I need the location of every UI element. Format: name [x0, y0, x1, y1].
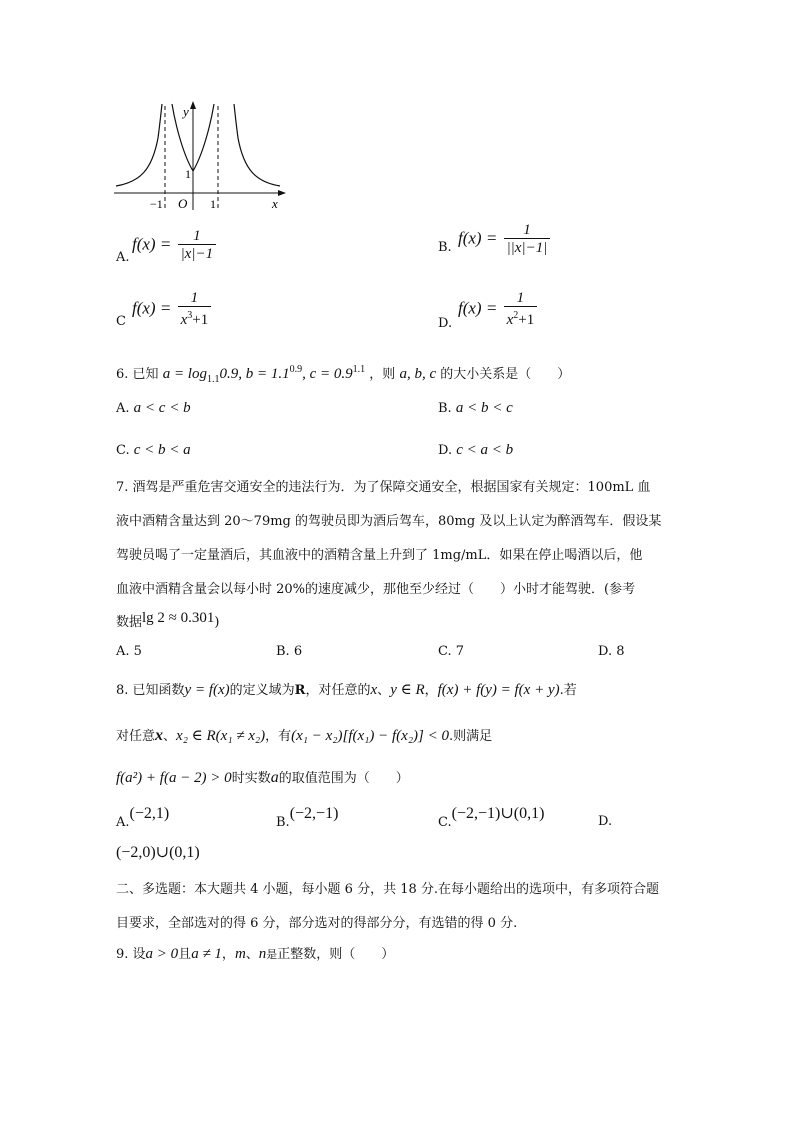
y-tick-1: 1	[185, 167, 191, 181]
tick-neg1: −1	[150, 197, 163, 211]
q5-option-c[interactable]	[116, 300, 126, 329]
option-label: C	[116, 314, 126, 329]
q6-option-d[interactable]: D. c < a < b	[438, 442, 514, 458]
q8-option-d[interactable]: (−2,0)∪(0,1)	[116, 844, 200, 861]
q8-line-3: f(a²) + f(a − 2) > 0时实数a的取值范围为（ ）	[116, 769, 409, 786]
q5-option-b[interactable]	[438, 230, 452, 255]
q5-option-d[interactable]	[438, 300, 453, 331]
q8-line-1: 8. 已知函数y = f(x)的定义域为R，对任意的x、y ∈ R，f(x) + f(y) = f(x + y).若	[116, 682, 577, 698]
q7-option-b[interactable]: B. 6	[276, 644, 303, 659]
option-label: D.	[438, 316, 453, 331]
q6-option-b[interactable]: B. a < b < c	[438, 400, 513, 416]
q6-option-c[interactable]: C. c < b < a	[116, 442, 191, 458]
q8-option-d-label[interactable]: D.	[598, 814, 613, 829]
option-label: B.	[438, 240, 452, 255]
q7-line-2: 液中酒精含量达到 20～79mg 的驾驶员即为酒后驾车，80mg 及以上认定为醉酒驾车．假设某	[116, 514, 662, 529]
q8-option-c[interactable]: C.(−2,−1)∪(0,1)	[438, 805, 545, 830]
q5-option-b-formula: f(x) = $\frac{1}{||x|-1|}$	[458, 222, 550, 257]
q5-option-d-formula: f(x) = $\frac{1}{x^2+1}$	[458, 290, 537, 329]
q7-option-c[interactable]: C. 7	[438, 644, 465, 659]
q7-option-d[interactable]: D. 8	[598, 644, 625, 659]
option-label: A.	[116, 250, 130, 265]
q7-line-1: 7. 酒驾是严重危害交通安全的违法行为．为了保障交通安全，根据国家有关规定：100mL 血	[116, 480, 651, 495]
y-axis-label: y	[183, 104, 189, 119]
q6-stem: 6. 已知 $a = \log_{1.1}0.9$, $b = 1.1^{0.9}$, $c = 0.9^{1.1}$ ，则 a, b, c 的大小关系是（ ）	[116, 364, 571, 385]
origin-label: O	[178, 196, 188, 211]
q7-line-5: 数据lg 2 ≈ 0.301)	[116, 610, 220, 630]
q9-stem: 9. 设a > 0且a ≠ 1，m、n是正整数，则（ ）	[116, 946, 395, 962]
q7-option-a[interactable]: A. 5	[116, 644, 142, 659]
q7-line-4: 血液中酒精含量会以每小时 20%的速度减少，那他至少经过（ ）小时才能驾驶．(参考	[116, 582, 636, 597]
function-graph	[110, 98, 290, 213]
q8-option-a[interactable]: A.(−2,1)	[116, 805, 170, 830]
x-axis-label: x	[272, 196, 278, 211]
q5-option-a[interactable]	[116, 230, 130, 265]
q8-line-2: 对任意x、x₂ ∈ R(x₁ ≠ x₂)，有(x₁ − x₂)[f(x₁) − f(x₂)] < 0.则满足	[116, 727, 493, 744]
q5-option-a-formula: f(x) = $\frac{1}{|x|-1}$	[132, 228, 216, 263]
q7-line-3: 驾驶员喝了一定量酒后，其血液中的酒精含量上升到了 1mg/mL．如果在停止喝酒以后，他	[116, 548, 643, 563]
q5-option-c-formula: f(x) = $\frac{1}{x^3+1}$	[132, 290, 211, 329]
q6-option-a[interactable]: A. a < c < b	[116, 400, 191, 416]
section2-line-1: 二、多选题：本大题共 4 小题，每小题 6 分，共 18 分.在每小题给出的选项中，有多项符合题	[116, 882, 660, 897]
section2-line-2: 目要求，全部选对的得 6 分，部分选对的得部分分，有选错的得 0 分.	[116, 916, 518, 931]
tick-1: 1	[210, 197, 216, 211]
q8-option-b[interactable]: B.(−2,−1)	[276, 805, 339, 830]
